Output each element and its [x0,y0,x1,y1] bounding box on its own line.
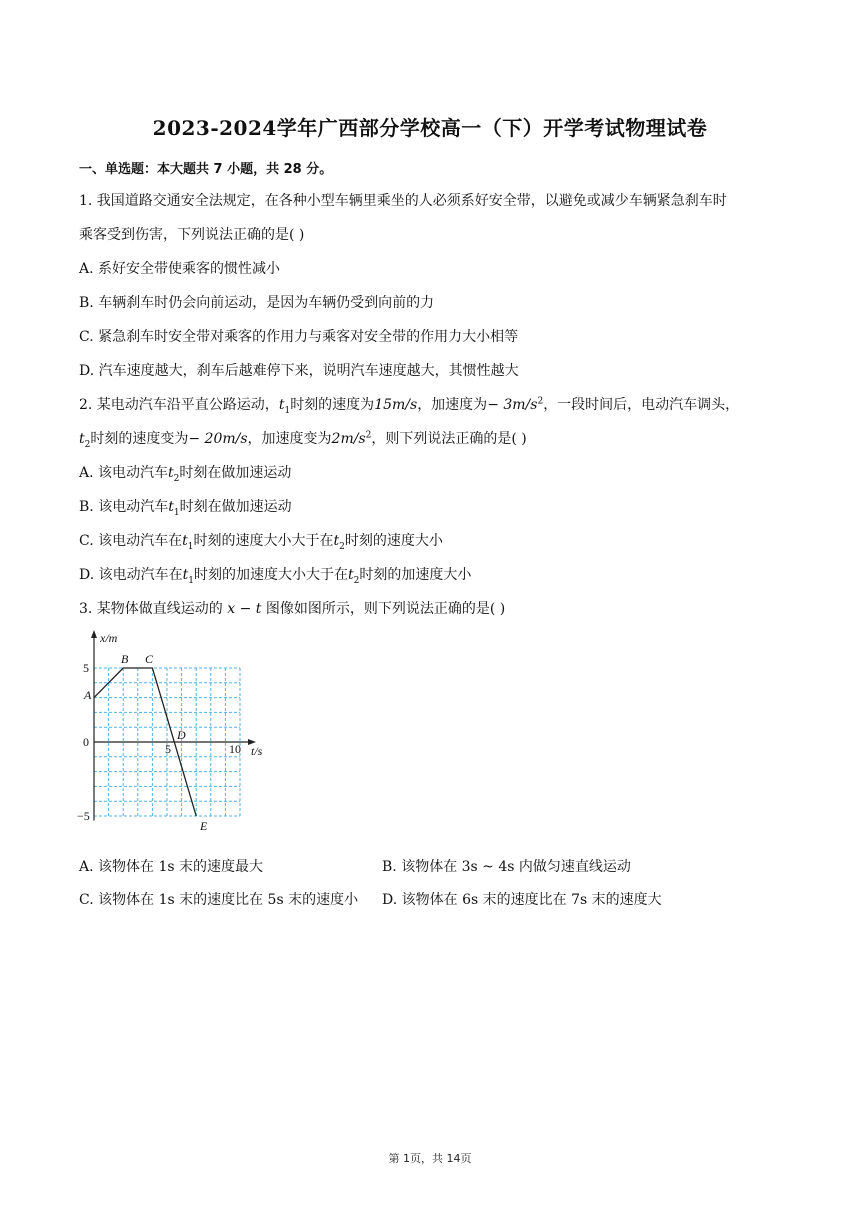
q1-option-a: A. 系好安全带使乘客的惯性减小 [79,261,281,277]
q1-stem-line1: 1. 我国道路交通安全法规定，在各种小型车辆里乘坐的人必须系好安全带，以避免或减少车辆紧急刹车时 [79,193,727,209]
section-heading: 一、单选题：本大题共 7 小题，共 28 分。 [79,162,333,177]
y-tick-neg5: −5 [77,809,90,823]
page-footer: 第 1页，共 14页 [388,1152,472,1165]
graph-axes [91,630,256,820]
q2-option-a: A. 该电动汽车$t_2$时刻在做加速运动 [79,465,292,484]
q2-option-c: C. 该电动汽车在$t_1$时刻的速度大小大于在$t_2$时刻的速度大小 [79,533,443,552]
x-tick-10: 10 [229,742,241,756]
q3-stem: 3. 某物体做直线运动的 x − t 图像如图所示，则下列说法正确的是( ) [79,601,506,617]
q3-option-c: C. 该物体在 1s 末的速度比在 5s 末的速度小 [79,892,359,908]
point-label-c: C [145,652,154,666]
point-label-b: B [121,652,129,666]
q2-option-b: B. 该电动汽车$t_1$时刻在做加速运动 [79,499,292,518]
q2-stem-line1: 2. 某电动汽车沿平直公路运动，$t_1$时刻的速度为15m/s，加速度为− $3m/s^2$，一段时间后，电动汽车调头， [79,396,740,416]
exam-title: 2023-2024学年广西部分学校高一（下）开学考试物理试卷 [152,116,708,140]
y-axis-label: x/m [100,631,118,645]
q3-option-a: A. 该物体在 1s 末的速度最大 [79,859,264,875]
q3-option-b: B. 该物体在 3s ~ 4s 内做匀速直线运动 [382,859,631,875]
q1-option-b: B. 车辆刹车时仍会向前运动，是因为车辆仍受到向前的力 [79,295,435,311]
x-t-graph [70,625,290,840]
q1-option-d: D. 汽车速度越大，刹车后越难停下来，说明汽车速度越大，其惯性越大 [79,363,519,379]
q2-stem-line2: $t_2$时刻的速度变为− 20m/s，加速度变为$2m/s^2$，则下列说法正确的是( ) [79,430,527,450]
point-label-e: E [200,819,208,833]
x-tick-5: 5 [165,742,171,756]
q1-option-c: C. 紧急刹车时安全带对乘客的作用力与乘客对安全带的作用力大小相等 [79,329,519,345]
q1-stem-line2: 乘客受到伤害，下列说法正确的是( ) [79,227,305,243]
x-axis-label: t/s [251,744,263,758]
point-label-d: D [177,728,186,742]
y-tick-5: 5 [83,661,89,675]
y-tick-0: 0 [83,735,89,749]
point-label-a: A [84,688,92,702]
y-axis-arrow [91,630,97,638]
q3-option-d: D. 该物体在 6s 末的速度比在 7s 末的速度大 [382,892,662,908]
q2-option-d: D. 该电动汽车在$t_1$时刻的加速度大小大于在$t_2$时刻的加速度大小 [79,567,472,586]
